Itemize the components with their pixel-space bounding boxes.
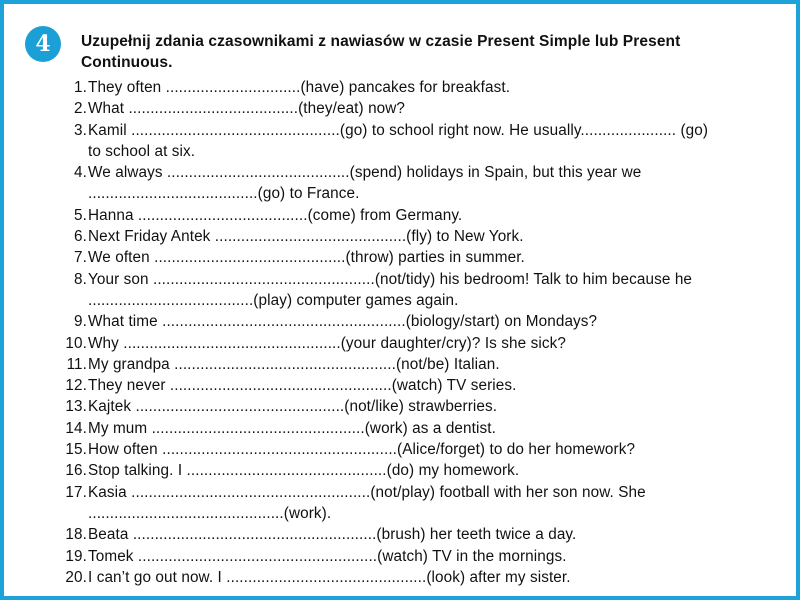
exercise-item (4, 460, 800, 481)
item-sentence: My mum .................................................(work) as a dentist. (88, 419, 496, 437)
item-sentence: We always ..........................................(spend) holidays in Spain, but this year we .......................................(go) to France. (88, 164, 642, 203)
item-number: 9. (74, 313, 87, 331)
exercise-number-badge: 4 (25, 26, 61, 62)
item-number: 11. (66, 355, 87, 373)
item-sentence: Kamil ................................................(go) to school right now. He usually...................... (go) to school at six. (88, 121, 709, 160)
item-sentence: Your son ...................................................(not/tidy) his bedroom! Talk to him because he ......................................(play) computer games again. (88, 270, 693, 309)
item-sentence: My grandpa ...................................................(not/be) Italian. (88, 355, 500, 373)
item-sentence: They never ...................................................(watch) TV series. (88, 377, 517, 395)
item-number: 6. (74, 228, 87, 246)
item-sentence: Hanna .......................................(come) from Germany. (88, 206, 463, 224)
exercise-item (4, 205, 800, 226)
item-number: 10. (65, 334, 87, 352)
item-number: 1. (74, 79, 87, 96)
exercise-item (4, 396, 800, 417)
exercise-item (4, 333, 800, 354)
exercise-item (4, 98, 800, 119)
item-number: 17. (65, 483, 87, 501)
exercise-item (4, 375, 800, 396)
exercise-item (4, 546, 800, 567)
exercise-item (4, 269, 800, 312)
item-number: 7. (74, 249, 87, 267)
exercise-list (4, 77, 800, 588)
item-number: 12. (65, 377, 87, 395)
item-number: 3. (74, 121, 87, 139)
item-sentence: What .......................................(they/eat) now? (88, 100, 406, 118)
item-sentence: Next Friday Antek ............................................(fly) to New York. (88, 228, 524, 246)
item-number: 19. (65, 547, 87, 565)
item-number: 5. (74, 206, 87, 224)
exercise-item (4, 247, 800, 268)
exercise-item (4, 524, 800, 545)
exercise-item (4, 77, 800, 98)
item-sentence: I can’t go out now. I ..............................................(look) after my sister. (88, 568, 571, 586)
item-number: 4. (74, 164, 87, 182)
item-number: 8. (74, 270, 87, 288)
exercise-item (4, 418, 800, 439)
item-sentence: Beata ........................................................(brush) her teeth twice a day. (88, 526, 577, 544)
item-number: 15. (65, 441, 87, 459)
item-sentence: Tomek .......................................................(watch) TV in the mornings. (88, 547, 567, 565)
item-number: 16. (65, 462, 87, 480)
item-sentence: They often ...............................(have) pancakes for breakfast. (88, 79, 511, 96)
item-number: 20. (65, 568, 87, 586)
item-sentence: We often ............................................(throw) parties in summer. (88, 249, 525, 267)
exercise-item (4, 226, 800, 247)
item-number: 14. (65, 419, 87, 437)
item-sentence: Why ..................................................(your daughter/cry)? Is she sick? (88, 334, 566, 352)
item-number: 2. (74, 100, 87, 118)
exercise-instruction: Uzupełnij zdania czasownikami z nawiasów w czasie Present Simple lub Present Continuous. (81, 33, 681, 71)
item-number: 18. (65, 526, 87, 544)
item-sentence: What time ........................................................(biology/start) on Mondays? (88, 313, 598, 331)
exercise-item (4, 354, 800, 375)
exercise-item (4, 311, 800, 332)
exercise-item (4, 567, 800, 588)
item-sentence: How often ......................................................(Alice/forget) to do her homework? (88, 441, 636, 459)
item-sentence: Kajtek ................................................(not/like) strawberries. (88, 398, 498, 416)
exercise-item (4, 162, 800, 205)
item-sentence: Kasia .......................................................(not/play) football with her son now. She .............................................(work). (88, 483, 646, 522)
item-number: 13. (65, 398, 87, 416)
exercise-item (4, 439, 800, 460)
exercise-item (4, 482, 800, 525)
exercise-item (4, 120, 800, 163)
item-sentence: Stop talking. I ..............................................(do) my homework. (88, 462, 520, 480)
